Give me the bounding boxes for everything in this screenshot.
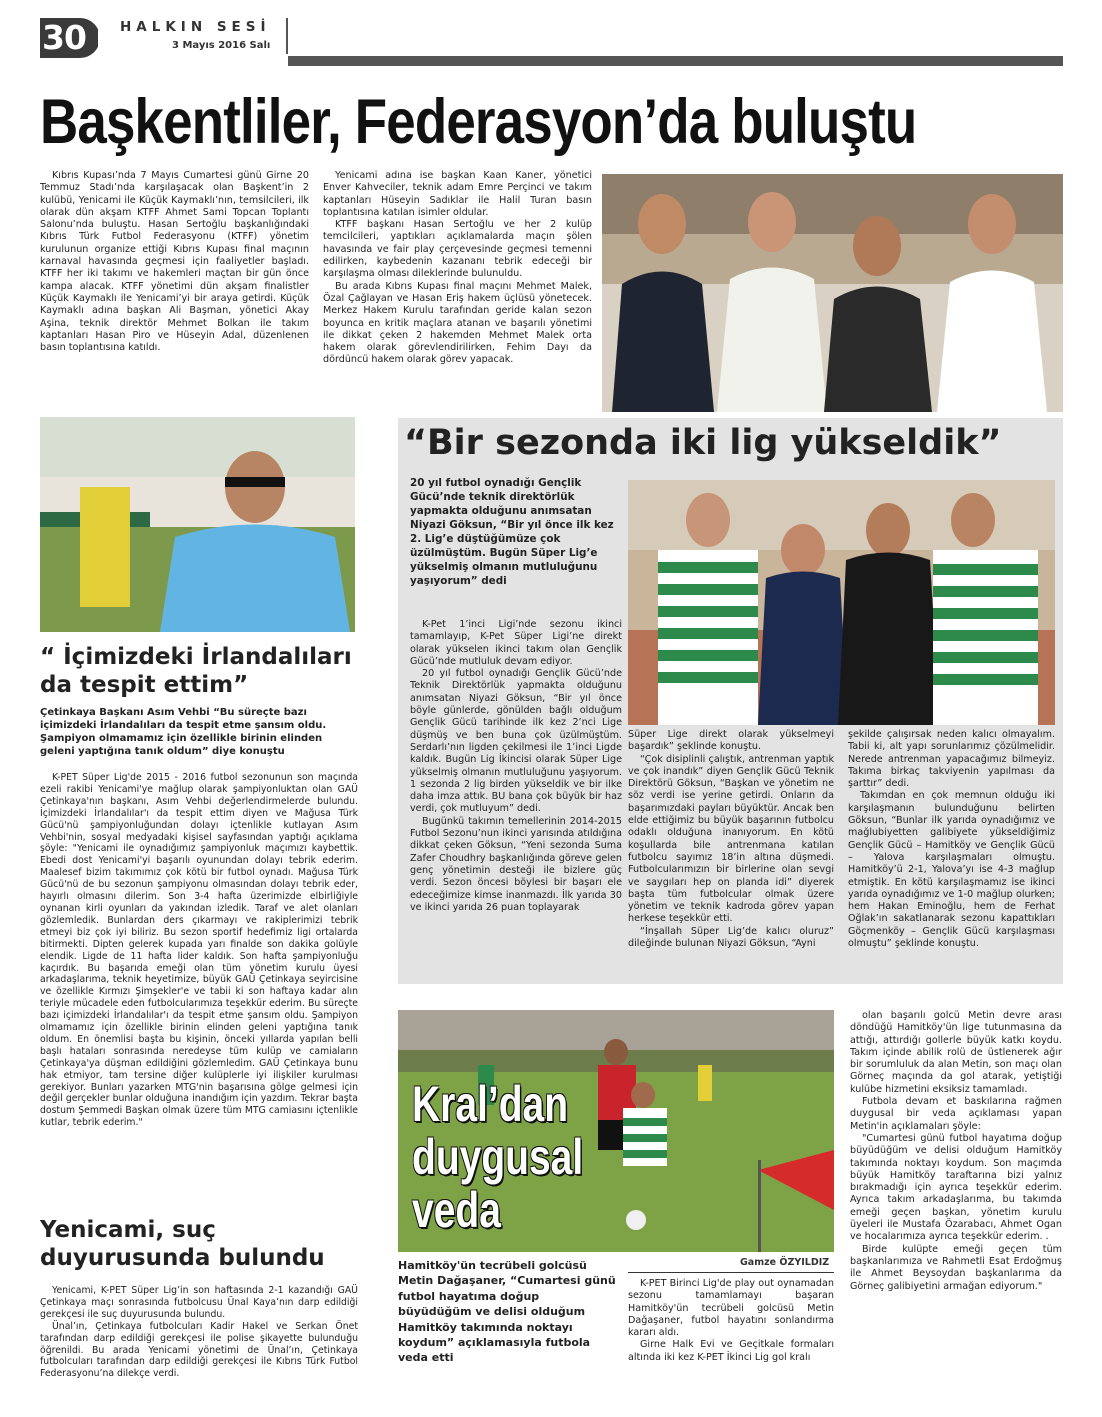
story5-col-rule (628, 1272, 834, 1273)
story3-col3 (848, 729, 1055, 950)
story1-photo (602, 174, 1063, 412)
story1-paragraph: Yenicami adına ise başkan Kaan Kaner, yönetici Enver Kahveciler, teknik adam Emre Perçinci ve takım kaptanları Hüseyin Sadıklar ile Halil Turan basın toplantısına katılan isimler oldular. (323, 170, 592, 218)
story4-paragraph: Ünal’ın, Çetinkaya futbolcuları Kadir Hakel ve Serkan Önet tarafından darp edildiği gerekçesi ile polise şikayette bulunduğu öğrenildi. Bu arada Yenicami yönetimi de Ünal’ın, Çetinkaya futbolcuları tarafından darp edildiği gerekçesi ile Kıbrıs Türk Futbol Federasyonu’na dilekçe verdi. (40, 1320, 358, 1380)
story5-overlay-title (412, 1078, 583, 1237)
story2-headline-line1: “ İçimizdeki İrlandalıları (40, 644, 352, 670)
story5-paragraph: K-PET Birinci Lig'de play out oynamadan sezonu tamamlamayı başaran Hamitköy'ün tecrübeli golcüsü Metin Dağaşaner, futbol hayatını sonlandırma kararı aldı. (628, 1278, 834, 1339)
story5-paragraph: Futbola devam et baskılarına rağmen duygusal bir veda açıklaması yapan Metin'in açıklamaları şöyle: (850, 1096, 1062, 1132)
page-number-badge (40, 18, 98, 58)
story1-headline: Başkentliler, Federasyon’da buluştu (40, 87, 917, 157)
paper-name: HALKIN SESİ (120, 19, 271, 35)
story2-headline-line2: da tespit ettim” (40, 672, 249, 698)
issue-date: 3 Mayıs 2016 Salı (172, 40, 271, 51)
story5-paragraph: Birde kulüpte emeği geçen tüm başkanlarımıza ve Rahmetli Esat Erdoğmuş ile Ahmet Beysoydan başkanlarıma da Görneç galibiyetini armağan ediyorum." (850, 1243, 1062, 1292)
story5-overlay-line: duygusal (412, 1129, 584, 1185)
story3-col1 (410, 619, 622, 914)
story5-paragraph: Girne Halk Evi ve Geçitkale formaları altında iki kez K-PET İkinci Lig gol kralı (628, 1339, 834, 1363)
story2-lead: Çetinkaya Başkanı Asım Vehbi “Bu süreçte bazı içimizdeki İrlandalıları da tespit etme şansım oldu. Şampiyon olmamamız için özellikle birinin elinden geleni yaptığına tanık oldum” diye konuştu (40, 707, 327, 757)
story5-paragraph: olan başarılı golcü Metin devre arası döndüğü Hamitköy'ün lige tutunmasına da attığı, attırdığı gollerle büyük katkı koydu. Takım içinde abilik rolü de üstlenerek ağır bir sorumluluk da alan Metin, son maçı olan Görneç maçında da gol atarak, yetiştiği kulübe hizmetini eksiksiz tamamladı. (850, 1010, 1062, 1095)
story3-paragraph: Bugünkü takımın temellerinin 2014-2015 Futbol Sezonu’nun ikinci yarısında atıldığına dikkat çeken Göksun, “Yeni sezonda Suma Zafer Choudhry başkanlığında göreve gelen genç yönetimin desteği ile bizlere güç verdi. Sezon öncesi böylesi bir başarı ele edeceğimize kimse inanmazdı. İlk yarıda 30 ve ikinci yarıda 26 puan toplayarak (410, 815, 622, 913)
story4-body (40, 1285, 358, 1380)
story1-paragraph: KTFF başkanı Hasan Sertoğlu ve her 2 kulüp temcilcileri, yaptıkları açıklamalarda maçın şölen havasında ve fair play çerçevesinde geçmesi temenni edilirken, kaybedenin kazananı tebrik edeceği bir karşılaşma olması dileklerinde bulunuldu. (323, 219, 592, 280)
story3-col2 (628, 729, 834, 950)
story5-overlay-line: Kral’dan (412, 1076, 569, 1132)
story3-paragraph: Takımdan en çok memnun olduğu iki karşılaşmanın bulunduğunu belirten Göksun, “Bunlar ilk yarıda oynadığımız ve mağlubiyetten galibiyete yükseldiğimiz Gençlik Gücü – Hamitköy ve Gençlik Gücü – Yalova karşılaşmaları olmuştu. Hamitköy’ü 2-1, Yalova’yı ise 4-3 mağlup etmiştik. En kötü karşılaşmamız ise ikinci yarıda oynadığımız ve 1-0 mağlup olurken; hem Hakan Eminoğlu, hem de Ferhat Oğlak’ın sakatlanarak sezonu kapattıkları Göçmenköy – Gençlik Gücü karşılaşması olmuştu” şeklinde konuştu. (848, 790, 1055, 950)
story1-body (40, 170, 592, 392)
story5-overlay-line: veda (412, 1182, 501, 1238)
story2-photo (40, 417, 355, 632)
story3-headline: “Bir sezonda iki lig yükseldik” (404, 423, 1002, 463)
story4-headline-line1: Yenicami, suç (40, 1217, 216, 1243)
story3-paragraph: 20 yıl futbol oynadığı Gençlik Gücü’nde Teknik Direktörlük yapmakta olduğunu anımsatan Niyazi Göksun, “Bir yıl önce böyle günlerde, gönülden bağlı olduğum Gençlik Gücü tarihinde ilk kez 2’nci Lige düşmüş ve ben buna çok üzülmüştüm. Serdarlı’nın ligden çekilmesi ile 1’inci Ligde kaldık. Bugün Lig İkincisi olarak Süper Lige yükselmiş olmanın mutluluğunu yaşıyorum. 1 sezonda 2 lig birden yükseldik ve bir ilke daha imza attık. BU bana çok büyük bir haz verdi, çok mutluyum” dedi. (410, 668, 622, 815)
story4-headline-line2: duyurusunda bulundu (40, 1245, 325, 1271)
story5-lead: Hamitköy'ün tecrübeli golcüsü Metin Dağaşaner, “Cumartesi günü futbol hayatıma doğup büyüdüğüm ve delisi olduğum Hamitköy takımında noktayı koydum” açıklamasıyla futbola veda etti (398, 1259, 616, 1365)
story4-paragraph: Yenicami, K-PET Süper Lig’in son haftasında 2-1 kazandığı GAÜ Çetinkaya maçı sonrasında futbolcusu Ünal Kaya’nın darp edildiği gerekçesi ile suç duyurusunda bulundu. (40, 1285, 358, 1320)
story1-paragraph: Bu arada Kıbrıs Kupası final maçını Mehmet Malek, Özal Çağlayan ve Hasan Eriş hakem üçlüsü yönetecek. Merkez Hakem Kurulu tarafından geride kalan sezon boyunca en kritik maçlara atanan ve başarılı yönetimi ile dikkat çeken 2 hakemden Mehmet Malek orta hakem olarak görevlendirilirken, Fehim Dayı da dördüncü hakem olarak görev yapacak. (323, 280, 592, 366)
story5-col2 (850, 1010, 1062, 1293)
masthead-rule (288, 56, 1063, 66)
masthead-divider (286, 18, 288, 54)
story5-col1 (628, 1278, 834, 1364)
story5-paragraph: "Cumartesi günü futbol hayatıma doğup büyüdüğüm ve delisi olduğum Hamitköy takımında noktayı koydum. Son maçımda büyük Hamitköy taraftarına bizi yalnız bırakmadığı için ayrıca teşekkür ederim. Ayrıca takım arkadaşlarıma, bu takımda emeği geçen başkan, yönetim kurulu üyeleri ile Mustafa Özarabacı, Ahmet Ogan ve hocalarımıza ayrıca teşekkür ederim. . (850, 1132, 1062, 1243)
story1-paragraph: Kıbrıs Kupası’nda 7 Mayıs Cumartesi günü Girne 20 Temmuz Stadı’nda karşılaşacak olan Başkent’in 2 kulübü, Yenicami ile Küçük Kaymaklı’nın, temsilcileri, ilk olarak dün akşam KTFF Ahmet Sami Topcan Toplantı Salonu’nda buluştu. Hasan Sertoğlu başkanlığındaki Kıbrıs Türk Futbol Federasyonu (KTFF) yönetim kurulunun organize ettiği Kıbrıs Kupası final maçının karnaval havasında geçmesi için faaliyetler başladı. KTFF her iki takımı ve hakemleri maçtan bir gün önce kampa alacak. KTFF yönetimi dün akşam finalistler Küçük Kaymaklı ile Yenicami’yi bir araya getirdi. Küçük Kaymaklı adına başkan Ali Başman, yönetici Akay Aşina, teknik direktör Mehmet Bolkan ile takım kaptanları Hasan Piro ve Hüseyin Adal, düzenlenen basın toplantısına katıldı. (40, 170, 309, 354)
story2-body: K-PET Süper Lig'de 2015 - 2016 futbol sezonunun son maçında ezeli rakibi Yenicami'ye mağlup olarak şampiyonluktan olan GAÜ Çetinkaya'nın başkanı, Asım Vehbi değerlendirmelerde bulundu. İçimizdeki İrlandalılar'ı da tespit ettim diyen ve Mağusa Türk Gücü'nü şampiyonluğundan dolayı içtenlikle kutlayan Asım Vehbi'nin, sosyal medyadaki kişisel sayfasından yaptığı açıklama şöyle: "Yenicami ile oynadığımız şampiyonluk maçımızı kaybettik. Ebedi dost Yenicami'yi başarılı oyunundan dolayı tebrik ederim. Maalesef bizim takımımız çok kötü bir futbol oynadı. Mağusa Türk Gücü'nü de bu sezonun şampiyonu olmasından dolayı tebrik eder, hayırlı olmasını dilerim. Son 3-4 hafta üzerimizde elbirliğiyle oynanan kirli oyunları da yakından izledik. Taraf ve alet olanları gözlemledik. Bunlardan ders çıkarmayı ve rakiplerimizi tebrik etmeyi biz çok iyi biliriz. Bu sezon sportif hedefimiz ligi ortalarda bitirmekti. Dipten gelerek kupada yarı finalde son dakika golüyle elendik. Ligde de 11 hafta lider kaldık. Son hafta şampiyonluğu kaçırdık. Bu başarıda emeği olan tüm yönetim kurulu üyesi arkadaşlarıma, teknik heyetimize, büyük GAÜ Çetinkaya seyircisine ve özellikle Kırmızı Şimşekler'e ve tabii ki son haftaya kadar alın teriyle mücadele eden futbolcularımıza teşekkür ederim. Bu süreçte bazı içimizdeki İrlandalılar'ı da tespit etme şansım oldu. Şampiyon olmamamız için özellikle birinin elinden geleni yaptığına tanık oldum. En önemlisi başta bu kişinin, önceki yıllarda yapılan belli başlı hataları sonrasında neredeyse tüm kulüp ve camiaların Çetinkaya'ya düşman edildiğini gözlemledim. GAÜ Çetinkaya bunu hak etmiyor, tam tersine diğer kulüplerle iyi ilişkiler kurulması gerekiyor. Bunları yazarken MTG'nin başarısına gölge gelmesi için değil gerçekler bunlar olduğuna inandığım için yazdım. Tekrar başta dostum Şemmedi Başkan olmak üzere tüm MTG camiasını içtenlikle kutlar, tebrik ederim." (40, 772, 358, 1129)
story5-byline: Gamze ÖZYILDIZ (740, 1257, 830, 1268)
story3-paragraph: K-Pet 1’inci Ligi’nde sezonu ikinci tamamlayıp, K-Pet Süper Ligi’ne direkt olarak yükselen ikinci takım olan Gençlik Gücü’nde mutluluk devam ediyor. (410, 619, 622, 667)
story3-lead: 20 yıl futbol oynadığı Gençlik Gücü’nde teknik direktörlük yapmakta olduğunu anımsatan Niyazi Göksun, “Bir yıl önce ilk kez 2. Lig’e düştüğümüze çok üzülmüştüm. Bugün Süper Lig’e yükselmiş olmanın mutluluğunu yaşıyorum” dedi (410, 477, 614, 587)
story3-photo (628, 480, 1055, 725)
story3-paragraph: şekilde çalışırsak neden kalıcı olmayalım. Tabii ki, alt yapı sorunlarımız çözülmelidir. Nerede antrenman yapacağımız bilmeyiz. Takıma birkaç takviyenin yapılması da şarttır” dedi. (848, 729, 1055, 790)
page-number: 30 (42, 18, 86, 57)
story3-paragraph: “Çok disiplinli çalıştık, antrenman yaptık ve çok inandık” diyen Gençlik Gücü Teknik Direktörü Göksun, “Başkan ve yönetim ne söz verdi ise yerine getirdi. Onların da başarımızdaki payları büyüktür. Ancak ben elde ettiğimiz bu büyük başarının futbolcu odaklı olduğuna inanıyorum. En kötü koşullarda bile antrenmana katılan futbolcu sayımız 18’in altına düşmedi. Futbolcularımızın bir birlerine olan sevgi ve saygıları hep on planda idi” diyerek başta tüm futbolcular olmak üzere yönetim ve teknik kadroda görev yapan herkese teşekkür etti. (628, 753, 834, 925)
story3-paragraph: Süper Lige direkt olarak yükselmeyi başardık” şeklinde konuştu. (628, 729, 834, 753)
story3-paragraph: “İnşallah Süper Lig’de kalıcı oluruz” dileğinde bulunan Niyazi Göksun, “Ayni (628, 925, 834, 950)
